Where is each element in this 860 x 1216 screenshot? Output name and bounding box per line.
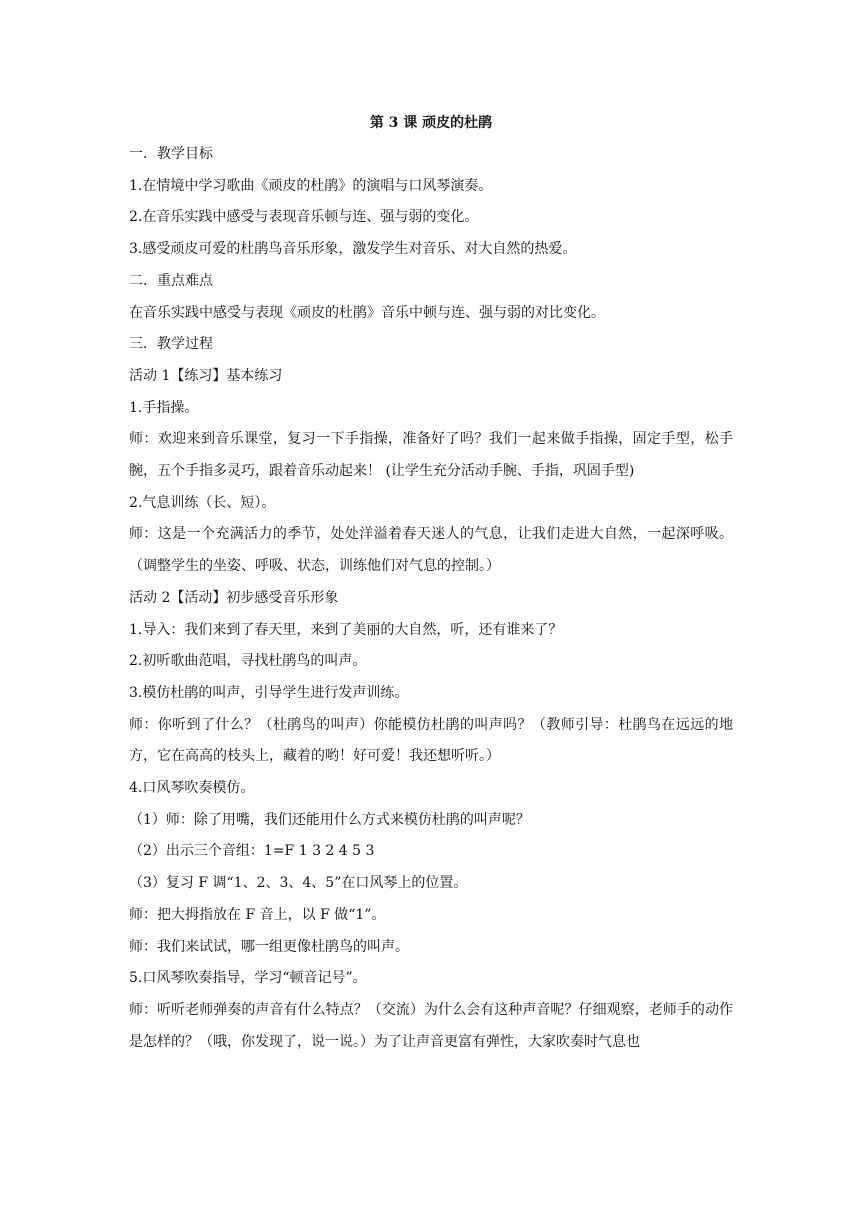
teacher-dialogue-thumb: 师：把大拇指放在 F 音上，以 F 做“1”。 bbox=[129, 906, 386, 923]
section-heading-objectives: 一．教学目标 bbox=[129, 146, 213, 162]
section-heading-key-points: 二．重点难点 bbox=[129, 272, 213, 289]
activity-2-heading: 活动 2【活动】初步感受音乐形象 bbox=[129, 589, 339, 606]
key-points-text: 在音乐实践中感受与表现《顽皮的杜鹃》音乐中顿与连、强与弱的对比变化。 bbox=[129, 304, 605, 321]
step-introduction: 1.导入：我们来到了春天里，来到了美丽的大自然，听，还有谁来了？ bbox=[129, 621, 563, 638]
objective-item-1: 1.在情境中学习歌曲《顽皮的杜鹃》的演唱与口风琴演奏。 bbox=[129, 177, 493, 194]
substep-2: （2）出示三个音组：1=F 1 3 2 4 5 3 bbox=[129, 843, 375, 860]
objective-item-3: 3.感受顽皮可爱的杜鹃鸟音乐形象，激发学生对音乐、对大自然的热爱。 bbox=[129, 241, 577, 258]
teacher-dialogue-staccato: 师：听听老师弹奏的声音有什么特点？（交流）为什么会有这种声音呢？仔细观察，老师手的动作是怎样的？（哦，你发现了，说一说。）为了让声音更富有弹性，大家吹奏时气息也 bbox=[129, 1001, 733, 1050]
activity-1-heading: 活动 1【练习】基本练习 bbox=[129, 367, 283, 384]
step-imitate-call: 3.模仿杜鹃的叫声，引导学生进行发声训练。 bbox=[129, 684, 409, 701]
step-first-listening: 2.初听歌曲范唱，寻找杜鹃鸟的叫声。 bbox=[129, 653, 367, 670]
document-body bbox=[129, 107, 733, 1058]
teacher-dialogue-finger-exercise: 师：欢迎来到音乐课堂，复习一下手指操，准备好了吗？我们一起来做手指操，固定手型，松手腕，五个手指多灵巧，跟着音乐动起来！ (让学生充分活动手腕、手指，巩固手型) bbox=[129, 431, 733, 480]
step-breath-training: 2.气息训练（长、短）。 bbox=[129, 494, 276, 511]
substep-3: （3）复习 F 调“1、2、3、4、5”在口风琴上的位置。 bbox=[129, 875, 468, 892]
teacher-dialogue-try: 师：我们来试试，哪一组更像杜鹃鸟的叫声。 bbox=[129, 938, 409, 955]
objective-item-2: 2.在音乐实践中感受与表现音乐顿与连、强与弱的变化。 bbox=[129, 209, 479, 226]
step-finger-exercise: 1.手指操。 bbox=[129, 399, 199, 416]
teacher-dialogue-imitate: 师：你听到了什么？（杜鹃鸟的叫声）你能模仿杜鹃的叫声吗？（教师引导：杜鹃鸟在远远的地方，它在高高的枝头上，藏着的哟！好可爱！我还想听听。） bbox=[129, 716, 733, 765]
section-heading-process: 三．教学过程 bbox=[129, 336, 213, 353]
step-melodica-imitation: 4.口风琴吹奏模仿。 bbox=[129, 780, 255, 797]
substep-1: （1）师：除了用嘴，我们还能用什么方式来模仿杜鹃的叫声呢？ bbox=[129, 811, 530, 828]
document-title: 第 3 课 顽皮的杜鹃 bbox=[369, 115, 493, 131]
teacher-dialogue-breath: 师：这是一个充满活力的季节，处处洋溢着春天迷人的气息，让我们走进大自然，一起深呼吸。（调整学生的坐姿、呼吸、状态，训练他们对气息的控制。） bbox=[129, 526, 733, 575]
step-melodica-guidance: 5.口风琴吹奏指导，学习“顿音记号”。 bbox=[129, 970, 367, 987]
